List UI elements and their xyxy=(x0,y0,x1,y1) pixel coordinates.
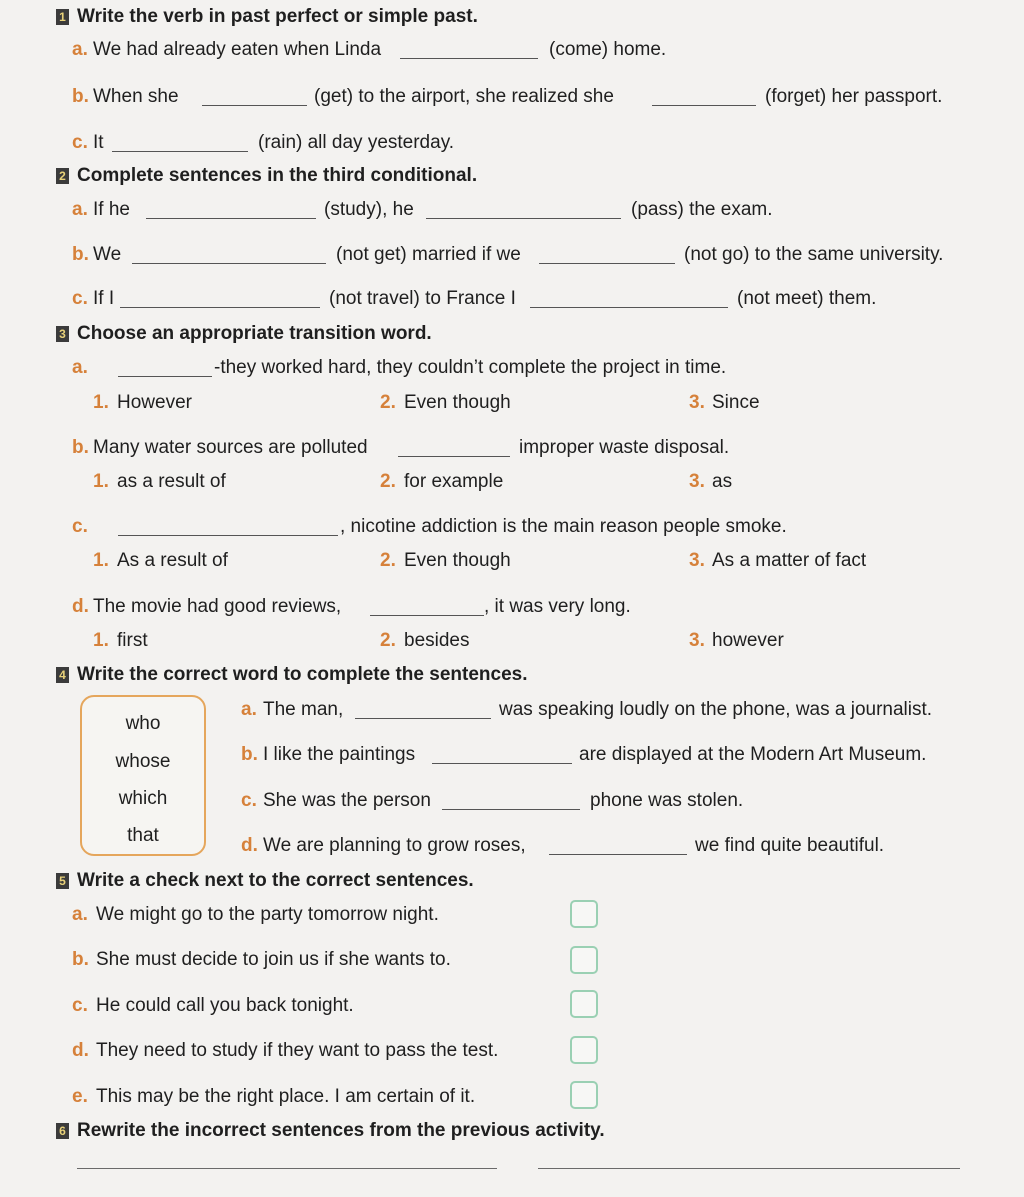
checkbox[interactable] xyxy=(570,946,598,974)
checkbox[interactable] xyxy=(570,900,598,928)
answer-blank[interactable] xyxy=(400,58,538,59)
option[interactable]: Even though xyxy=(404,392,511,413)
s3-item-b: b. Many water sources are polluted improper waste disposal. xyxy=(72,437,730,458)
section-1-heading xyxy=(0,3,1024,33)
section-number-badge: 5 xyxy=(56,873,69,889)
s3-options-a: 1. However 2. Even though 3. Since xyxy=(0,389,1024,419)
section-title: Write a check next to the correct sentences. xyxy=(77,870,474,891)
s3-options-b: 1. as a result of 2. for example 3. as xyxy=(0,468,1024,498)
s5-item-a: a. We might go to the party tomorrow night. xyxy=(72,904,439,925)
s4-item-b: b. I like the paintings are displayed at the Modern Art Museum. xyxy=(241,744,927,765)
answer-blank[interactable] xyxy=(355,718,491,719)
answer-blank[interactable] xyxy=(549,854,687,855)
word-bank-item: whose xyxy=(115,751,171,772)
section-5-heading xyxy=(0,867,1024,897)
s3-item-d: d. The movie had good reviews, , it was very long. xyxy=(72,596,631,617)
s2-item-b: b. We (not get) married if we (not go) to the same university. xyxy=(72,244,944,265)
s5-item-e: e. This may be the right place. I am certain of it. xyxy=(72,1086,476,1107)
section-number-badge: 1 xyxy=(56,9,69,25)
section-title: Write the verb in past perfect or simple past. xyxy=(77,6,478,27)
s4-item-c: c. She was the person phone was stolen. xyxy=(241,790,744,811)
s5-item-d: d. They need to study if they want to pass the test. xyxy=(72,1040,499,1061)
section-3-heading xyxy=(0,320,1024,350)
option[interactable]: Even though xyxy=(404,550,511,571)
section-number-badge: 2 xyxy=(56,168,69,184)
answer-blank[interactable] xyxy=(146,218,316,219)
word-bank-item: who xyxy=(125,713,161,734)
answer-blank[interactable] xyxy=(120,307,320,308)
option[interactable]: as a result of xyxy=(117,471,226,492)
option[interactable]: first xyxy=(117,630,148,651)
s1-item-b: b. When she (get) to the airport, she realized she (forget) her passport. xyxy=(72,86,943,107)
answer-blank[interactable] xyxy=(202,105,307,106)
checkbox[interactable] xyxy=(570,1081,598,1109)
s2-item-a: a. If he (study), he (pass) the exam. xyxy=(72,199,773,220)
option[interactable]: As a result of xyxy=(117,550,228,571)
s3-options-c: 1. As a result of 2. Even though 3. As a matter of fact xyxy=(0,547,1024,577)
section-title: Choose an appropriate transition word. xyxy=(77,323,432,344)
answer-blank[interactable] xyxy=(112,151,248,152)
checkbox[interactable] xyxy=(570,1036,598,1064)
section-2-heading xyxy=(0,162,1024,192)
s3-options-d: 1. first 2. besides 3. however xyxy=(0,627,1024,657)
option[interactable]: however xyxy=(712,630,784,651)
s4-item-d: d. We are planning to grow roses, we find quite beautiful. xyxy=(241,835,885,856)
s5-item-b: b. She must decide to join us if she wants to. xyxy=(72,949,451,970)
section-6-heading xyxy=(0,1117,1024,1147)
writing-line[interactable] xyxy=(538,1168,960,1169)
option[interactable]: However xyxy=(117,392,192,413)
answer-blank[interactable] xyxy=(442,809,580,810)
answer-blank[interactable] xyxy=(530,307,728,308)
section-number-badge: 6 xyxy=(56,1123,69,1139)
s3-item-a: a. -they worked hard, they couldn’t complete the project in time. xyxy=(72,357,727,378)
section-title: Write the correct word to complete the sentences. xyxy=(77,664,528,685)
answer-blank[interactable] xyxy=(132,263,326,264)
checkbox[interactable] xyxy=(570,990,598,1018)
s1-item-c: c. It (rain) all day yesterday. xyxy=(72,132,455,153)
answer-blank[interactable] xyxy=(118,535,338,536)
word-bank-item: which xyxy=(118,788,168,809)
s4-item-a: a. The man, was speaking loudly on the phone, was a journalist. xyxy=(241,699,933,720)
s1-item-a: a. We had already eaten when Linda (come) home. xyxy=(72,39,667,60)
s3-item-c: c. , nicotine addiction is the main reason people smoke. xyxy=(72,516,787,537)
option[interactable]: As a matter of fact xyxy=(712,550,867,571)
section-title: Complete sentences in the third conditional. xyxy=(77,165,478,186)
word-bank-item: that xyxy=(127,825,159,846)
section-4-heading xyxy=(0,661,1024,691)
answer-blank[interactable] xyxy=(398,456,510,457)
answer-blank[interactable] xyxy=(370,615,484,616)
option[interactable]: as xyxy=(712,471,733,492)
section-title: Rewrite the incorrect sentences from the previous activity. xyxy=(77,1120,605,1141)
s2-item-c: c. If I (not travel) to France I (not meet) them. xyxy=(72,288,877,309)
section-number-badge: 3 xyxy=(56,326,69,342)
answer-blank[interactable] xyxy=(432,763,572,764)
section-number-badge: 4 xyxy=(56,667,69,683)
option[interactable]: Since xyxy=(712,392,760,413)
s5-item-c: c. He could call you back tonight. xyxy=(72,995,354,1016)
answer-blank[interactable] xyxy=(426,218,621,219)
option[interactable]: besides xyxy=(404,630,470,651)
option[interactable]: for example xyxy=(404,471,504,492)
answer-blank[interactable] xyxy=(118,376,212,377)
answer-blank[interactable] xyxy=(652,105,756,106)
writing-line[interactable] xyxy=(77,1168,497,1169)
answer-blank[interactable] xyxy=(539,263,675,264)
